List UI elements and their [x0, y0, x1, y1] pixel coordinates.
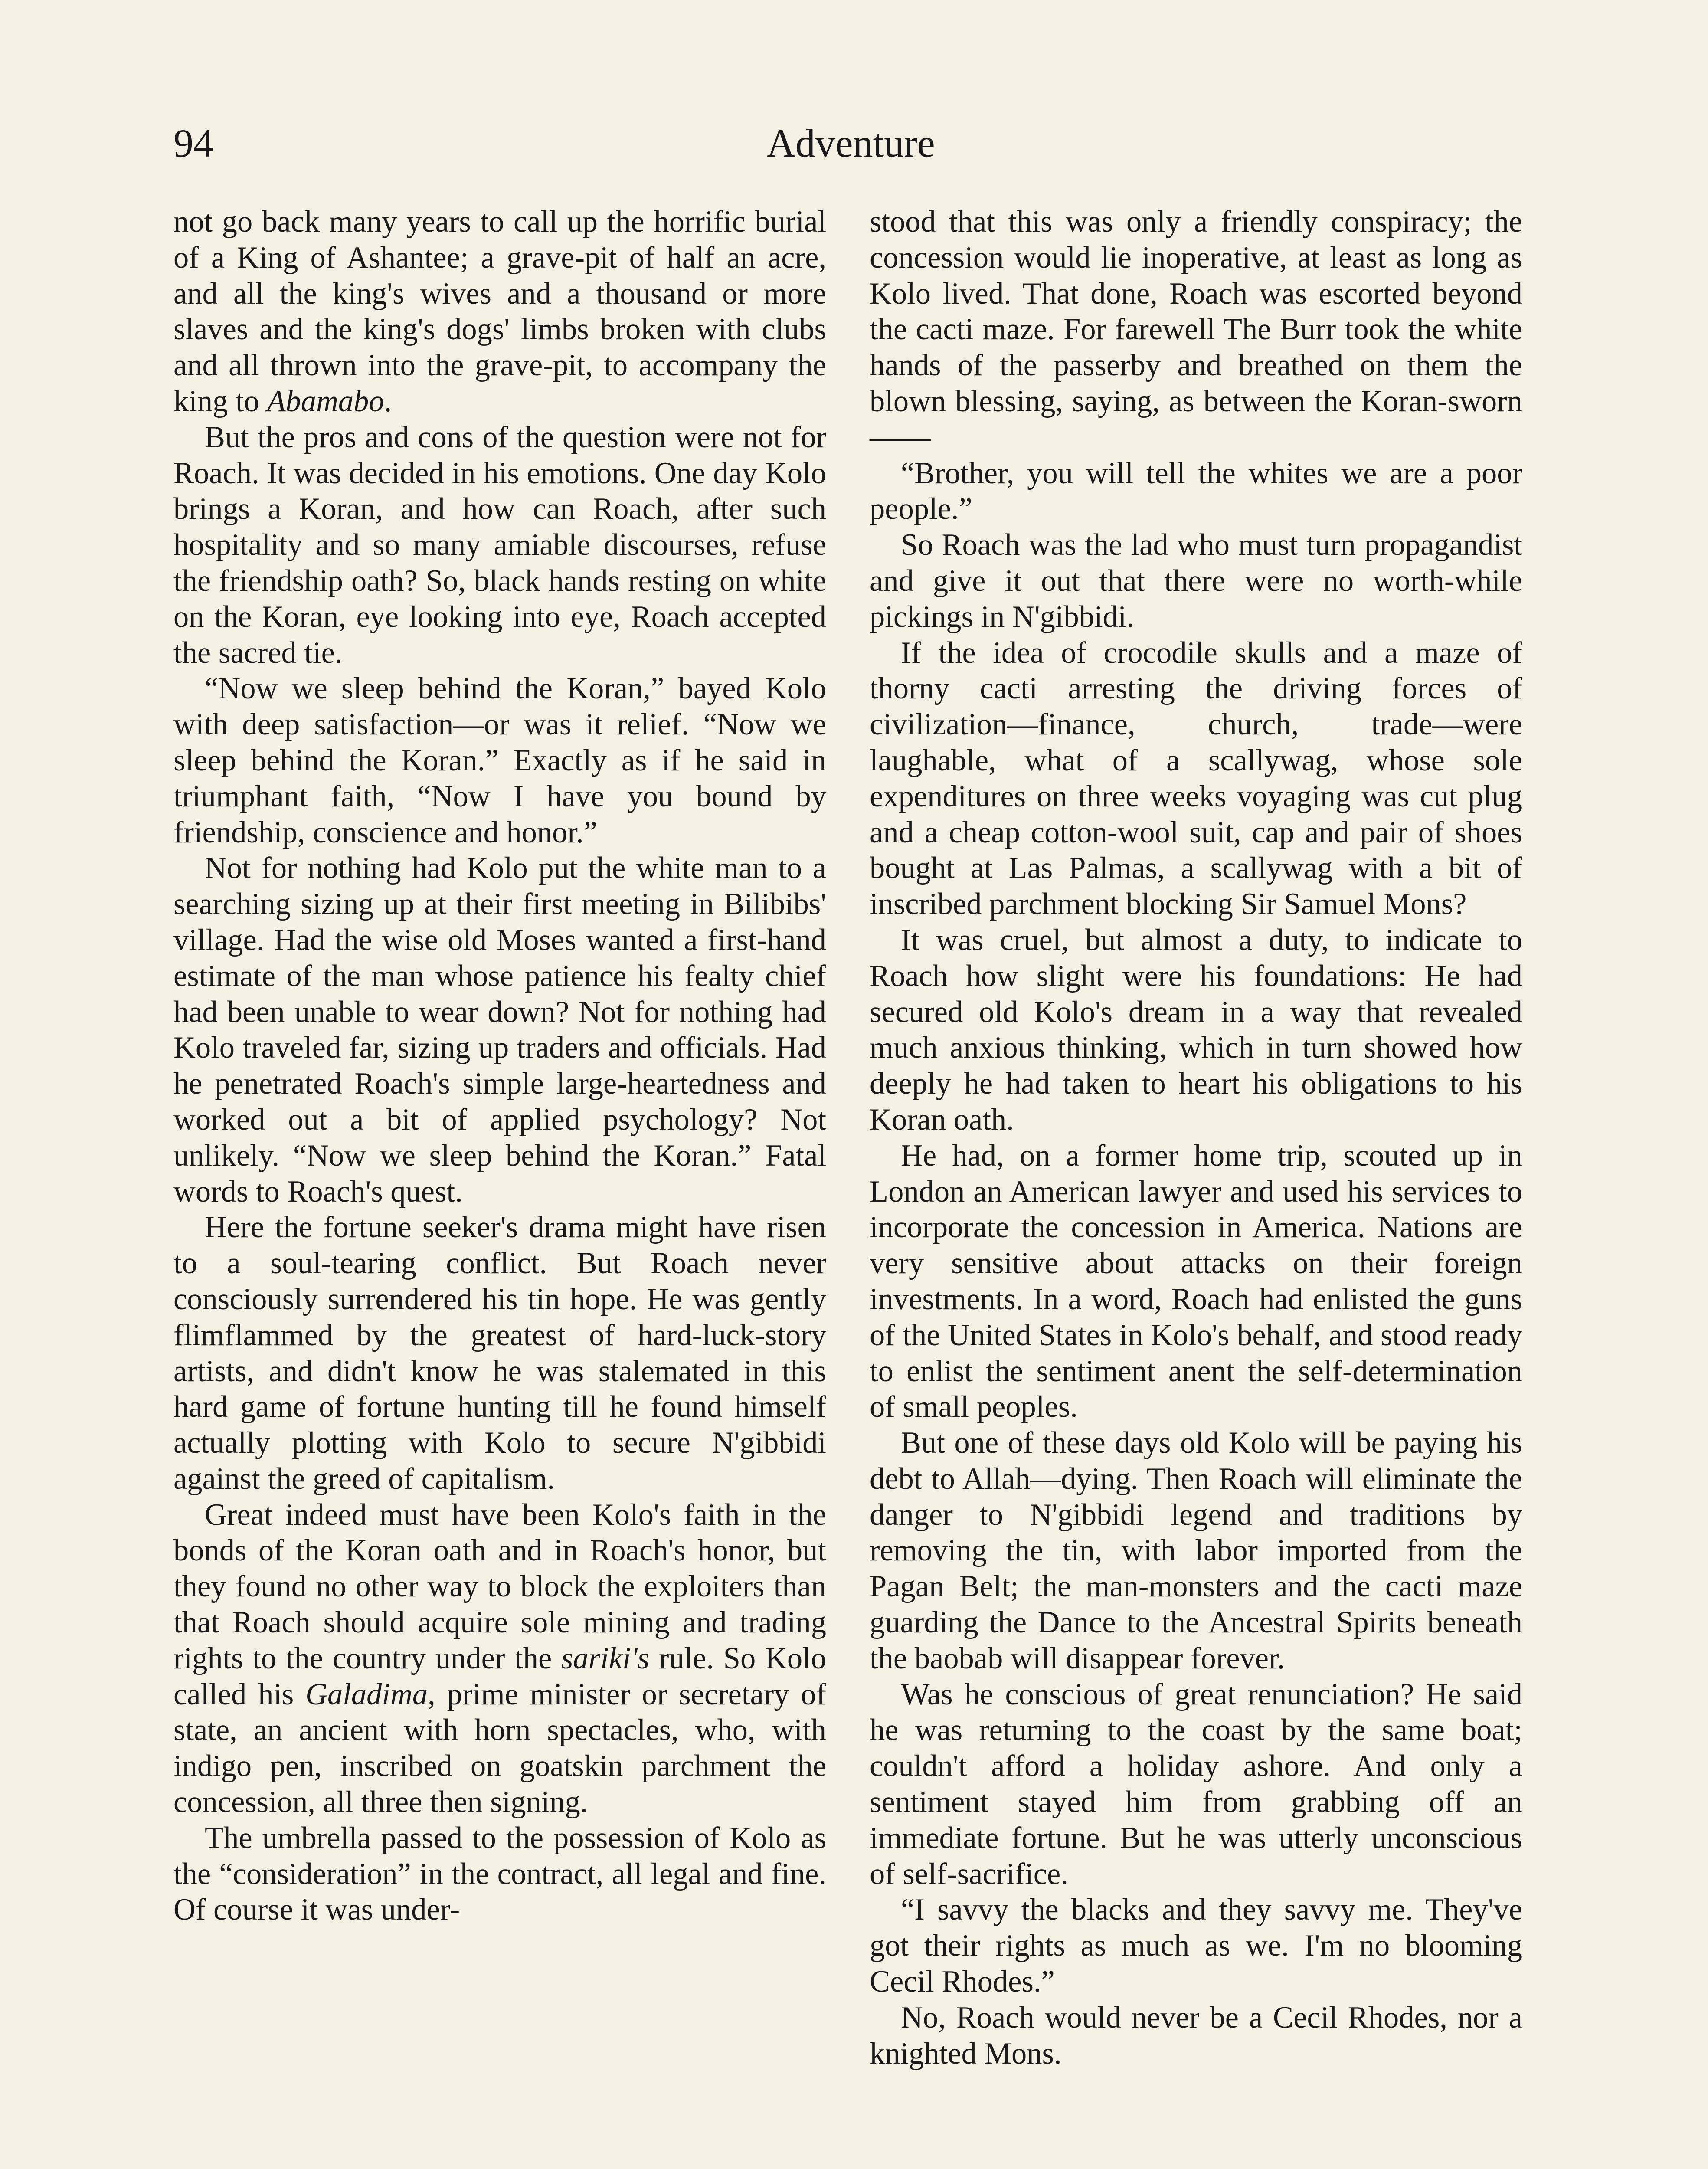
text-run: The umbrella passed to the possession of Kolo as the “consideration” in the contract, all legal and fine. Of course it was under- [173, 1821, 826, 1927]
text-run: “I savvy the blacks and they savvy me. They've got their rights as much as we. I'm no blooming Cecil Rhodes.” [870, 1893, 1522, 1999]
text-run: “Brother, you will tell the whites we are a poor people.” [870, 456, 1522, 526]
text-run: But one of these days old Kolo will be paying his debt to Allah—dying. Then Roach will eliminate the danger to N'gibbidi legend and traditions by removing the tin, with labor imported from the Pagan Belt; the man-monsters and the cacti maze guarding the Dance to the Ancestral Spirits beneath the baobab will disappear forever. [870, 1426, 1522, 1675]
paragraph [870, 1677, 1522, 1892]
text-run: Here the fortune seeker's drama might have risen to a soul-tearing conflict. But Roach never consciously surrendered his tin hope. He was gently flimflammed by the greatest of hard-luck-story artists, and didn't know he was stalemated in this hard game of fortune hunting till he found himself actually plotting with Kolo to secure N'gibbidi against the greed of capitalism. [173, 1210, 826, 1496]
paragraph [173, 419, 826, 671]
text-column-left [173, 204, 826, 1928]
italic-text: sariki's [561, 1641, 650, 1675]
paragraph [173, 1209, 826, 1497]
paragraph [870, 1892, 1522, 1999]
text-run: He had, on a former home trip, scouted up in London an American lawyer and used his services to incorporate the concession in America. Nations are very sensitive about attacks on their foreign investments. In a word, Roach had enlisted the guns of the United States in Kolo's behalf, and stood ready to enlist the sentiment anent the self-determination of small peoples. [870, 1138, 1522, 1424]
text-run: stood that this was only a friendly conspiracy; the concession would lie inoperative, at least as long as Kolo lived. That done, Roach was escorted beyond the cacti maze. For farewell The Burr took the white hands of the passerby and breathed on them the blown blessing, saying, as between the Koran-sworn—— [870, 205, 1522, 454]
text-run: not go back many years to call up the horrific burial of a King of Ashantee; a grave-pit of half an acre, and all the king's wives and a thousand or more slaves and the king's dogs' limbs broken with clubs and all thrown into the grave-pit, to accompany the king to [173, 205, 826, 418]
paragraph [173, 850, 826, 1209]
text-run: , prime minister or secretary of state, an ancient with horn spectacles, who, with indigo pen, inscribed on goatskin parchment the concession, all three then signing. [173, 1677, 827, 1819]
page-header [173, 117, 1528, 174]
paragraph [870, 635, 1522, 922]
text-run: Great indeed must have been Kolo's faith in the bonds of the Koran oath and in Roach's honor, but they found no other way to block the exploiters than that Roach should acquire sole mining and trading rights to the country under the [173, 1497, 826, 1675]
text-run: But the pros and cons of the question were not for Roach. It was decided in his emotions. One day Kolo brings a Koran, and how can Roach, after such hospitality and so many amiable discourses, refuse the friendship oath? So, black hands resting on white on the Koran, eye looking into eye, Roach accepted the sacred tie. [173, 420, 826, 670]
paragraph [870, 204, 1522, 455]
italic-text: Galadima [305, 1677, 428, 1711]
paragraph [173, 204, 826, 419]
paragraph [870, 1425, 1522, 1677]
text-run: Was he conscious of great renunciation? He said he was returning to the coast by the same boat; couldn't afford a holiday ashore. And only a sentiment stayed him from grabbing off an immediate fortune. But he was utterly unconscious of self-sacrifice. [870, 1677, 1522, 1891]
running-title: Adventure [766, 121, 935, 165]
italic-text: Abamabo [267, 384, 384, 418]
page-number: 94 [173, 121, 213, 165]
text-run: “Now we sleep behind the Koran,” bayed Kolo with deep satisfaction—or was it relief. “Now we sleep behind the Koran.” Exactly as if he said in triumphant faith, “Now I have you bound by friendship, conscience and honor.” [173, 672, 826, 849]
paragraph [870, 455, 1522, 528]
text-run: So Roach was the lad who must turn propagandist and give it out that there were no worth-while pickings in N'gibbidi. [870, 528, 1522, 634]
paragraph [173, 1820, 826, 1928]
paragraph [870, 922, 1522, 1138]
paragraph [870, 527, 1522, 635]
text-run: It was cruel, but almost a duty, to indicate to Roach how slight were his foundations: He had secured old Kolo's dream in a way that revealed much anxious thinking, which in turn showed how deeply he had taken to heart his obligations to his Koran oath. [870, 923, 1522, 1137]
text-run: Not for nothing had Kolo put the white man to a searching sizing up at their first meeting in Bilibibs' village. Had the wise old Moses wanted a first-hand estimate of the man whose patience his fealty chief had been unable to wear down? Not for nothing had Kolo traveled far, sizing up traders and officials. Had he penetrated Roach's simple large-heartedness and worked out a bit of applied psychology? Not unlikely. “Now we sleep behind the Koran.” Fatal words to Roach's quest. [173, 851, 826, 1209]
text-run: . [384, 384, 392, 418]
paragraph [173, 1497, 826, 1820]
text-run: If the idea of crocodile skulls and a maze of thorny cacti arresting the driving forces of civilization—finance, church, trade—were laughable, what of a scallywag, whose sole expenditures on three weeks voyaging was cut plug and a cheap cotton-wool suit, cap and pair of shoes bought at Las Palmas, a scallywag with a bit of inscribed parchment blocking Sir Samuel Mons? [870, 636, 1522, 921]
paragraph [870, 1138, 1522, 1425]
text-column-right [870, 204, 1522, 2071]
paragraph [870, 2000, 1522, 2072]
paragraph [173, 671, 826, 850]
text-run: rule. So Kolo called his [173, 1641, 826, 1711]
text-run: No, Roach would never be a Cecil Rhodes, nor a knighted Mons. [870, 2000, 1522, 2071]
